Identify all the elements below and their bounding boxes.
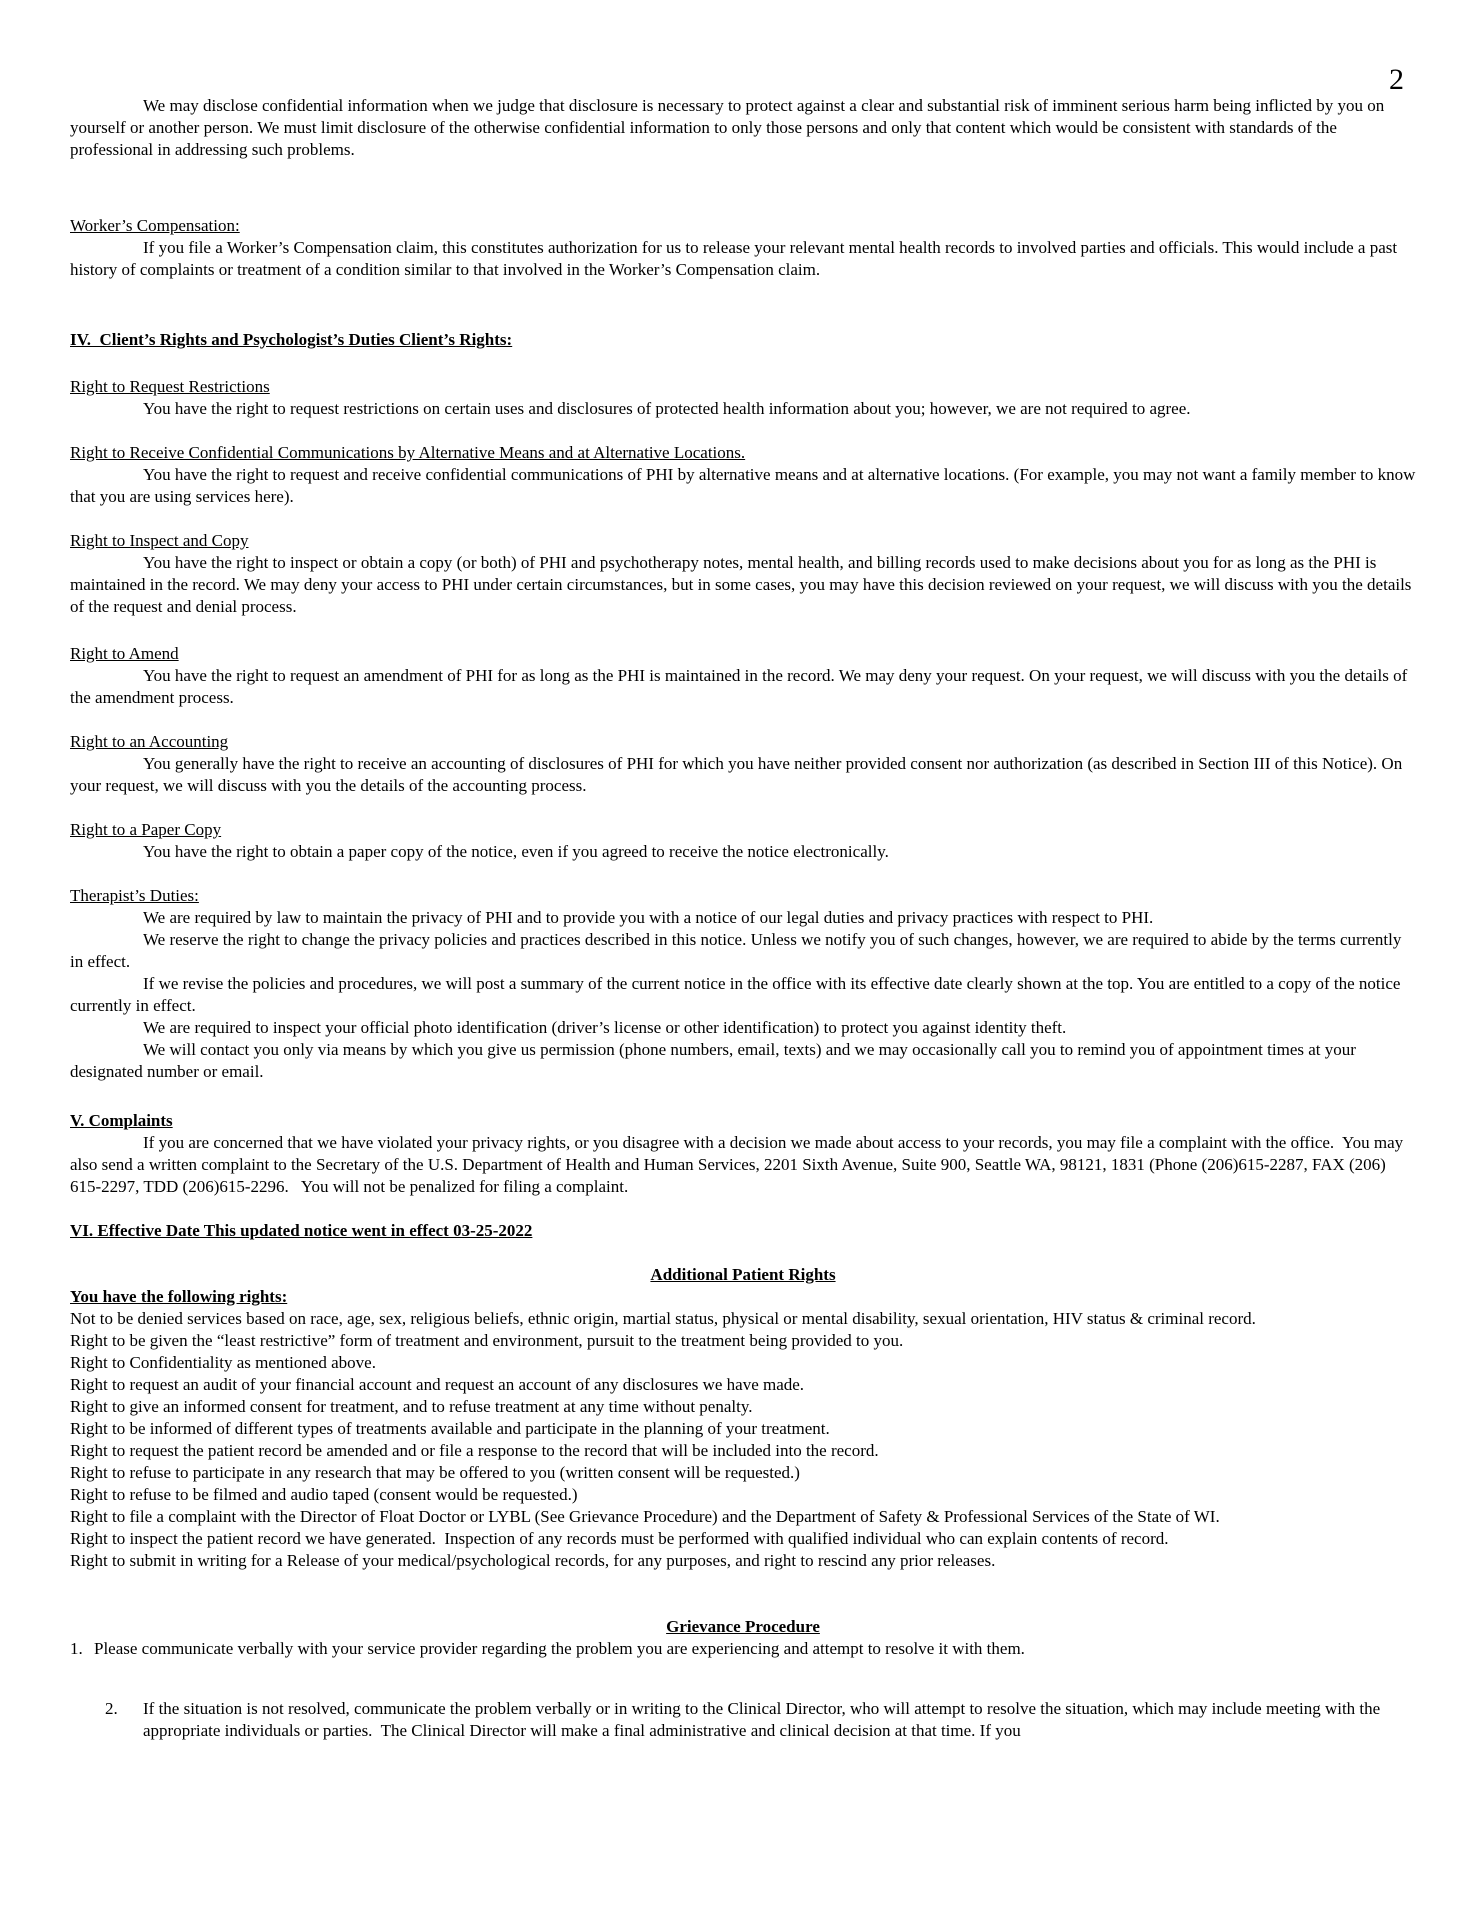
right-to-amend-body: You have the right to request an amendment of PHI for as long as the PHI is maintained in the record. We may deny your request. On your request, we will discuss with you the details of the amendment process. xyxy=(70,666,1412,707)
following-rights-heading: You have the following rights: xyxy=(70,1287,288,1306)
intro-paragraph: We may disclose confidential information when we judge that disclosure is necessary to protect against a clear and substantial risk of imminent serious harm being inflicted by you on yourself or another person. We must limit disclosure of the otherwise confidential information to only those persons and only that content which would be consistent with standards of the professional in addressing such problems. xyxy=(70,96,1389,159)
patient-right-item: Right to Confidentiality as mentioned above. xyxy=(70,1353,376,1372)
patient-right-item: Not to be denied services based on race, age, sex, religious beliefs, ethnic origin, martial status, physical or mental disability, sexual orientation, HIV status & criminal record. xyxy=(70,1309,1256,1328)
section-right-to-amend xyxy=(70,643,1416,709)
complaints-body: If you are concerned that we have violated your privacy rights, or you disagree with a decision we made about access to your records, you may file a complaint with the office. You may also send a written complaint to the Secretary of the U.S. Department of Health and Human Services, 2201 Sixth Avenue, Suite 900, Seattle WA, 98121, 1831 (Phone (206)615-2287, FAX (206) 615-2297, TDD (206)615-2296. You will not be penalized for filing a complaint. xyxy=(70,1133,1408,1196)
section-right-to-a-paper-copy xyxy=(70,819,1416,863)
patient-right-item: Right to request an audit of your financial account and request an account of any disclosures we have made. xyxy=(70,1375,805,1394)
additional-patient-rights-title: Additional Patient Rights xyxy=(650,1265,836,1284)
therapists-duties-paragraph: We reserve the right to change the privacy policies and practices described in this notice. Unless we notify you of such changes, however, we are required to abide by the terms currently in effect. xyxy=(70,930,1406,971)
workers-compensation-body: If you file a Worker’s Compensation claim, this constitutes authorization for us to release your relevant mental health records to involved parties and officials. This would include a past history of complaints or treatment of a condition similar to that involved in the Worker’s Compensation claim. xyxy=(70,238,1402,279)
patient-right-item: Right to request the patient record be amended and or file a response to the record that will be included into the record. xyxy=(70,1441,879,1460)
therapists-duties-paragraph: We are required to inspect your official photo identification (driver’s license or other identification) to protect you against identity theft. xyxy=(143,1018,1067,1037)
grievance-item-text: Please communicate verbally with your service provider regarding the problem you are experiencing and attempt to resolve it with them. xyxy=(94,1639,1025,1658)
section-therapists-duties xyxy=(70,885,1416,1083)
right-to-an-accounting-heading: Right to an Accounting xyxy=(70,732,229,751)
patient-right-item: Right to be given the “least restrictive” form of treatment and environment, pursuit to the treatment being provided to you. xyxy=(70,1331,904,1350)
grievance-procedure-title: Grievance Procedure xyxy=(666,1617,820,1636)
section-complaints xyxy=(70,1110,1416,1198)
patient-right-item: Right to refuse to participate in any research that may be offered to you (written consent will be requested.) xyxy=(70,1463,800,1482)
grievance-item xyxy=(70,1638,1416,1660)
therapists-duties-paragraph: We will contact you only via means by which you give us permission (phone numbers, email, texts) and we may occasionally call you to remind you of appointment times at your designated number or email. xyxy=(70,1040,1361,1081)
patient-right-item: Right to be informed of different types of treatments available and participate in the planning of your treatment. xyxy=(70,1419,830,1438)
section-iv-heading: IV. Client’s Rights and Psychologist’s Duties Client’s Rights: xyxy=(70,330,513,349)
right-to-inspect-and-copy-body: You have the right to inspect or obtain a copy (or both) of PHI and psychotherapy notes, mental health, and billing records used to make decisions about you for as long as the PHI is maintained in the record. We may deny your access to PHI under certain circumstances, but in some cases, you may have this decision reviewed on your request, we will discuss with you the details of the request and denial process. xyxy=(70,553,1416,616)
section-additional-patient-rights xyxy=(70,1264,1416,1572)
section-right-to-confidential-communications xyxy=(70,442,1420,508)
grievance-item-text: If the situation is not resolved, communicate the problem verbally or in writing to the Clinical Director, who will attempt to resolve the situation, which may include meeting with the appropriate individuals or parties. The Clinical Director will make a final administrative and clinical decision at that time. If you xyxy=(143,1699,1385,1740)
section-grievance-procedure xyxy=(70,1616,1416,1742)
effective-date-heading: VI. Effective Date This updated notice went in effect 03-25-2022 xyxy=(70,1221,533,1240)
grievance-item-number: 1. xyxy=(70,1639,83,1658)
workers-compensation-heading: Worker’s Compensation: xyxy=(70,216,240,235)
therapists-duties-heading: Therapist’s Duties: xyxy=(70,886,199,905)
right-to-a-paper-copy-body: You have the right to obtain a paper copy of the notice, even if you agreed to receive the notice electronically. xyxy=(143,842,889,861)
section-right-to-an-accounting xyxy=(70,731,1416,797)
patient-right-item: Right to refuse to be filmed and audio taped (consent would be requested.) xyxy=(70,1485,578,1504)
patient-right-item: Right to inspect the patient record we have generated. Inspection of any records must be performed with qualified individual who can explain contents of record. xyxy=(70,1529,1169,1548)
therapists-duties-paragraph: If we revise the policies and procedures, we will post a summary of the current notice in the office with its effective date clearly shown at the top. You are entitled to a copy of the notice currently in effect. xyxy=(70,974,1405,1015)
right-to-an-accounting-body: You generally have the right to receive an accounting of disclosures of PHI for which you have neither provided consent nor authorization (as described in Section III of this Notice). On your request, we will discuss with you the details of the accounting process. xyxy=(70,754,1407,795)
patient-right-item: Right to submit in writing for a Release of your medical/psychological records, for any purposes, and right to rescind any prior releases. xyxy=(70,1551,996,1570)
right-to-confidential-communications-heading: Right to Receive Confidential Communications by Alternative Means and at Alternative Locations. xyxy=(70,443,746,462)
right-to-request-restrictions-body: You have the right to request restrictions on certain uses and disclosures of protected health information about you; however, we are not required to agree. xyxy=(143,399,1191,418)
right-to-inspect-and-copy-heading: Right to Inspect and Copy xyxy=(70,531,249,550)
right-to-a-paper-copy-heading: Right to a Paper Copy xyxy=(70,820,222,839)
section-workers-compensation xyxy=(70,215,1416,281)
page-number: 2 xyxy=(1389,63,1404,96)
section-right-to-request-restrictions xyxy=(70,376,1416,420)
document-content xyxy=(70,95,1420,1742)
right-to-request-restrictions-heading: Right to Request Restrictions xyxy=(70,377,270,396)
patient-right-item: Right to give an informed consent for treatment, and to refuse treatment at any time without penalty. xyxy=(70,1397,753,1416)
complaints-heading: V. Complaints xyxy=(70,1111,173,1130)
grievance-item xyxy=(105,1698,1416,1742)
patient-right-item: Right to file a complaint with the Director of Float Doctor or LYBL (See Grievance Procedure) and the Department of Safety & Professional Services of the State of WI. xyxy=(70,1507,1220,1526)
right-to-amend-heading: Right to Amend xyxy=(70,644,179,663)
section-right-to-inspect-and-copy xyxy=(70,530,1416,618)
right-to-confidential-communications-body: You have the right to request and receive confidential communications of PHI by alternative means and at alternative locations. (For example, you may not want a family member to know that you are using services here). xyxy=(70,465,1420,506)
grievance-item-number: 2. xyxy=(105,1699,118,1718)
therapists-duties-paragraph: We are required by law to maintain the privacy of PHI and to provide you with a notice of our legal duties and privacy practices with respect to PHI. xyxy=(143,908,1154,927)
